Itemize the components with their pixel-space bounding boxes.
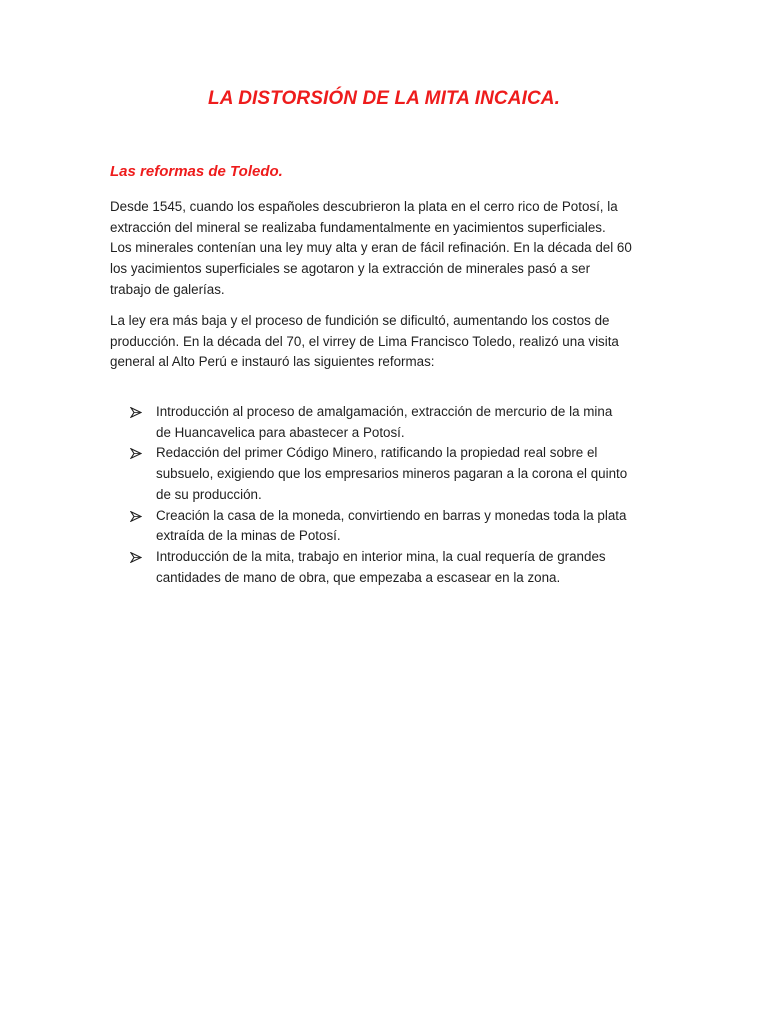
list-item [130,547,670,588]
list-item-line: de su producción. [156,486,262,502]
arrowhead-bullet-icon [130,407,142,418]
paragraph-line: La ley era más baja y el proceso de fundición se dificultó, aumentando los costos de [110,313,610,328]
paragraph-line: producción. En la década del 70, el virrey de Lima Francisco Toledo, realizó una visita [110,333,619,349]
arrowhead-bullet-icon [130,552,142,563]
list-item-line: Introducción al proceso de amalgamación, extracción de mercurio de la mina [156,404,613,419]
paragraph-line: extracción del mineral se realizaba fundamentalmente en yacimientos superficiales. [110,219,606,235]
list-item [130,402,670,443]
section-heading: Las reformas de Toledo. [110,163,283,180]
paragraph-reforms-intro [110,311,650,373]
list-item-line: cantidades de mano de obra, que empezaba a escasear en la zona. [156,569,561,585]
list-item [130,506,670,547]
list-item-line: Redacción del primer Código Minero, ratificando la propiedad real sobre el [156,445,598,461]
list-item-line: extraída de la minas de Potosí. [156,528,341,544]
paragraph-line: trabajo de galerías. [110,281,225,297]
paragraph-line: general al Alto Perú e instauró las siguientes reformas: [110,354,435,370]
list-item [130,443,670,505]
list-item-line: de Huancavelica para abastecer a Potosí. [156,424,405,440]
paragraph-line: Desde 1545, cuando los españoles descubrieron la plata en el cerro rico de Potosí, la [110,199,618,214]
paragraph-line: los yacimientos superficiales se agotaron y la extracción de minerales pasó a ser [110,261,591,277]
list-item-line: Introducción de la mita, trabajo en interior mina, la cual requería de grandes [156,548,606,564]
paragraph-line: Los minerales contenían una ley muy alta y eran de fácil refinación. En la década del 60 [110,240,632,256]
document-title: LA DISTORSIÓN DE LA MITA INCAICA. [208,88,560,109]
list-item-line: subsuelo, exigiendo que los empresarios mineros pagaran a la corona el quinto [156,466,628,482]
list-item-line: Creación la casa de la moneda, convirtiendo en barras y monedas toda la plata [156,507,627,523]
paragraph-intro [110,197,650,301]
arrowhead-bullet-icon [130,448,142,459]
reforms-list [130,402,670,588]
arrowhead-bullet-icon [130,511,142,522]
